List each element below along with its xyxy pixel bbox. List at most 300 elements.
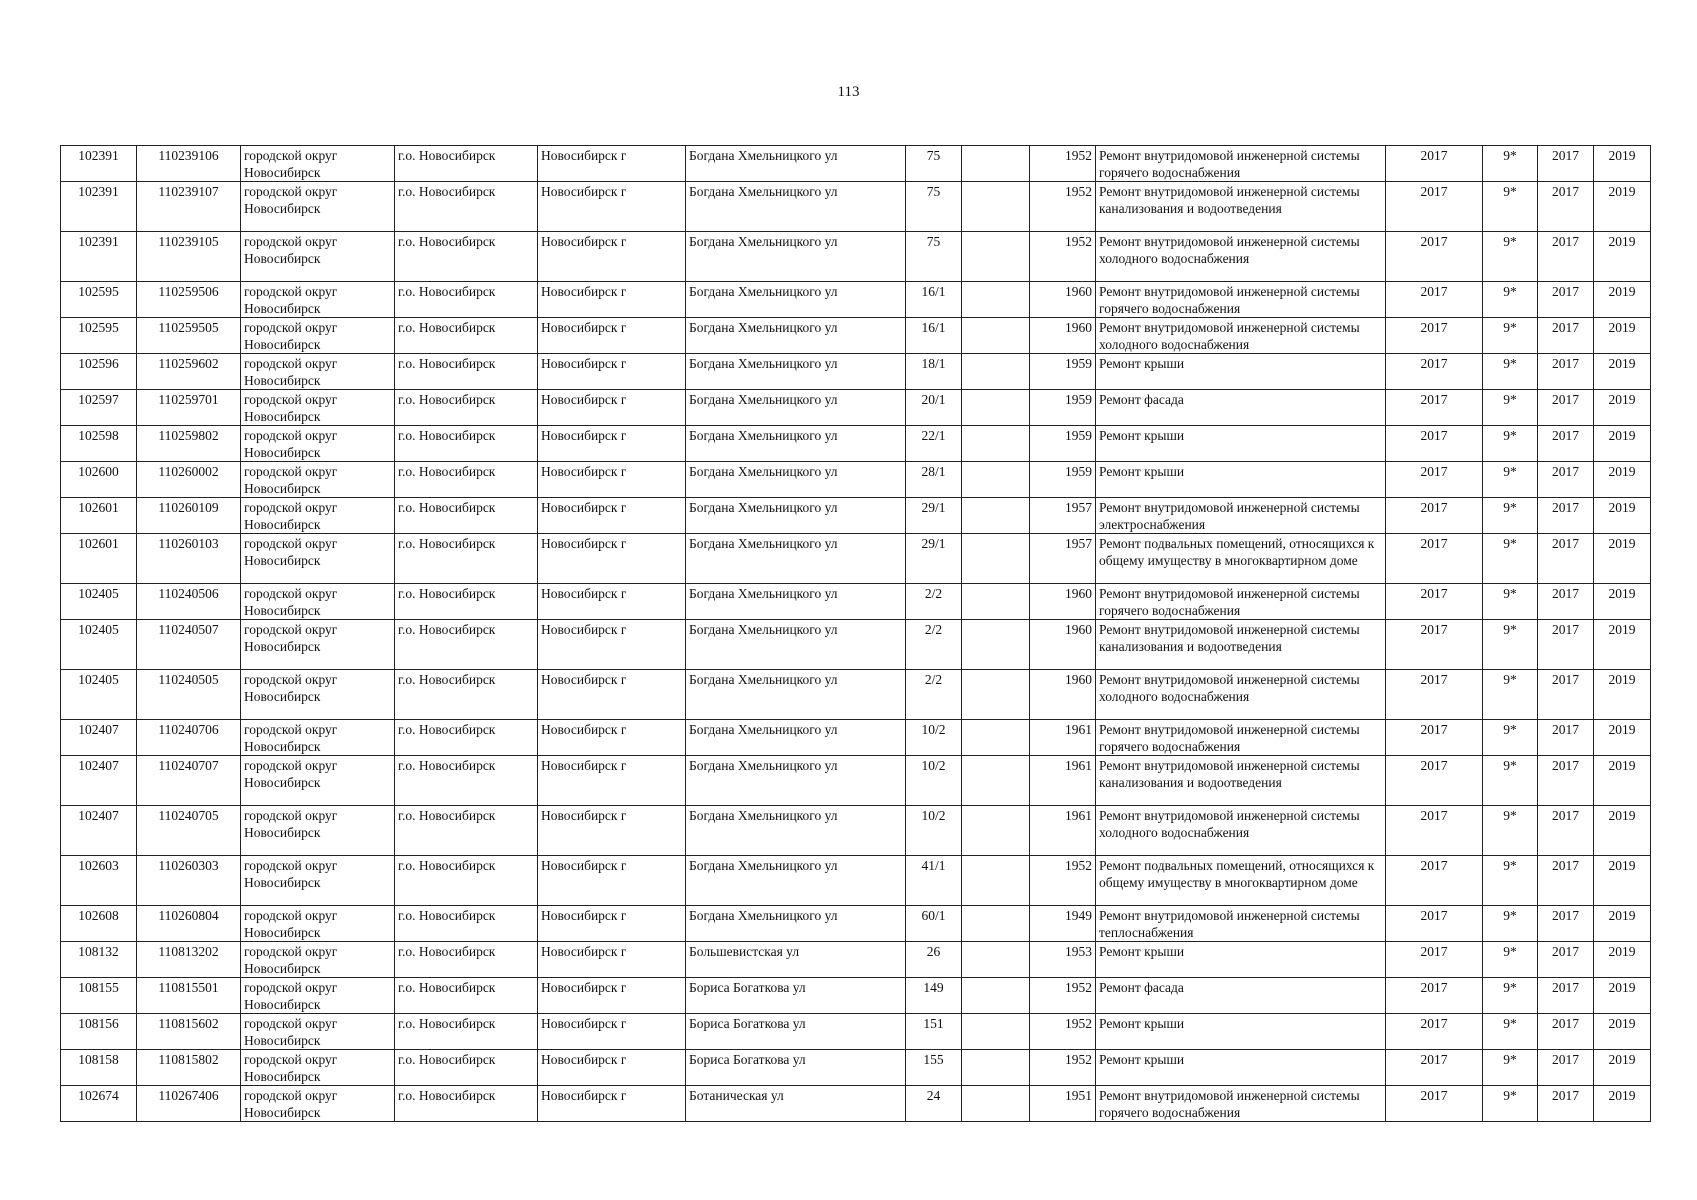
house-id-cell: 102407 xyxy=(61,806,137,856)
building-cell xyxy=(962,534,1030,584)
street-cell: Богдана Хмельницкого ул xyxy=(686,584,906,620)
municipality-cell: городской округ Новосибирск xyxy=(241,354,395,390)
year-built-cell: 1952 xyxy=(1030,978,1096,1014)
start-year-cell: 2017 xyxy=(1538,318,1594,354)
street-cell: Бориса Богаткова ул xyxy=(686,978,906,1014)
municipality-cell: городской округ Новосибирск xyxy=(241,1086,395,1122)
city-cell: Новосибирск г xyxy=(538,978,686,1014)
plan-year-cell: 2017 xyxy=(1386,462,1483,498)
start-year-cell: 2017 xyxy=(1538,720,1594,756)
work-type-cell: Ремонт крыши xyxy=(1096,942,1386,978)
building-cell xyxy=(962,620,1030,670)
year-built-cell: 1959 xyxy=(1030,426,1096,462)
index-cell: 9* xyxy=(1483,806,1538,856)
settlement-cell: г.о. Новосибирск xyxy=(395,670,538,720)
object-id-cell: 110240705 xyxy=(137,806,241,856)
house-number-cell: 75 xyxy=(906,182,962,232)
index-cell: 9* xyxy=(1483,534,1538,584)
plan-year-cell: 2017 xyxy=(1386,1086,1483,1122)
start-year-cell: 2017 xyxy=(1538,978,1594,1014)
house-number-cell: 151 xyxy=(906,1014,962,1050)
end-year-cell: 2019 xyxy=(1594,584,1651,620)
table-row xyxy=(61,906,1651,942)
work-type-cell: Ремонт крыши xyxy=(1096,354,1386,390)
start-year-cell: 2017 xyxy=(1538,1014,1594,1050)
index-cell: 9* xyxy=(1483,1014,1538,1050)
work-type-cell: Ремонт внутридомовой инженерной системы горячего водоснабжения xyxy=(1096,146,1386,182)
settlement-cell: г.о. Новосибирск xyxy=(395,534,538,584)
building-cell xyxy=(962,720,1030,756)
street-cell: Бориса Богаткова ул xyxy=(686,1014,906,1050)
table-row xyxy=(61,942,1651,978)
house-id-cell: 102391 xyxy=(61,182,137,232)
house-number-cell: 2/2 xyxy=(906,620,962,670)
settlement-cell: г.о. Новосибирск xyxy=(395,806,538,856)
work-type-cell: Ремонт внутридомовой инженерной системы канализования и водоотведения xyxy=(1096,756,1386,806)
house-id-cell: 102598 xyxy=(61,426,137,462)
municipality-cell: городской округ Новосибирск xyxy=(241,534,395,584)
object-id-cell: 110815602 xyxy=(137,1014,241,1050)
start-year-cell: 2017 xyxy=(1538,942,1594,978)
settlement-cell: г.о. Новосибирск xyxy=(395,390,538,426)
building-cell xyxy=(962,390,1030,426)
start-year-cell: 2017 xyxy=(1538,232,1594,282)
year-built-cell: 1961 xyxy=(1030,756,1096,806)
house-id-cell: 102674 xyxy=(61,1086,137,1122)
object-id-cell: 110259701 xyxy=(137,390,241,426)
index-cell: 9* xyxy=(1483,232,1538,282)
end-year-cell: 2019 xyxy=(1594,670,1651,720)
work-type-cell: Ремонт внутридомовой инженерной системы горячего водоснабжения xyxy=(1096,1086,1386,1122)
index-cell: 9* xyxy=(1483,182,1538,232)
end-year-cell: 2019 xyxy=(1594,806,1651,856)
object-id-cell: 110240505 xyxy=(137,670,241,720)
street-cell: Богдана Хмельницкого ул xyxy=(686,856,906,906)
year-built-cell: 1961 xyxy=(1030,806,1096,856)
street-cell: Ботаническая ул xyxy=(686,1086,906,1122)
end-year-cell: 2019 xyxy=(1594,906,1651,942)
house-number-cell: 29/1 xyxy=(906,534,962,584)
municipality-cell: городской округ Новосибирск xyxy=(241,390,395,426)
building-cell xyxy=(962,1014,1030,1050)
building-cell xyxy=(962,354,1030,390)
work-type-cell: Ремонт внутридомовой инженерной системы горячего водоснабжения xyxy=(1096,584,1386,620)
work-type-cell: Ремонт крыши xyxy=(1096,1014,1386,1050)
index-cell: 9* xyxy=(1483,620,1538,670)
table-row xyxy=(61,182,1651,232)
plan-year-cell: 2017 xyxy=(1386,756,1483,806)
plan-year-cell: 2017 xyxy=(1386,426,1483,462)
street-cell: Богдана Хмельницкого ул xyxy=(686,232,906,282)
plan-year-cell: 2017 xyxy=(1386,146,1483,182)
city-cell: Новосибирск г xyxy=(538,534,686,584)
object-id-cell: 110239105 xyxy=(137,232,241,282)
object-id-cell: 110239106 xyxy=(137,146,241,182)
plan-year-cell: 2017 xyxy=(1386,1014,1483,1050)
work-type-cell: Ремонт крыши xyxy=(1096,1050,1386,1086)
street-cell: Богдана Хмельницкого ул xyxy=(686,720,906,756)
house-id-cell: 102600 xyxy=(61,462,137,498)
plan-year-cell: 2017 xyxy=(1386,390,1483,426)
house-number-cell: 20/1 xyxy=(906,390,962,426)
object-id-cell: 110240507 xyxy=(137,620,241,670)
index-cell: 9* xyxy=(1483,756,1538,806)
building-cell xyxy=(962,426,1030,462)
house-number-cell: 149 xyxy=(906,978,962,1014)
index-cell: 9* xyxy=(1483,318,1538,354)
building-cell xyxy=(962,806,1030,856)
year-built-cell: 1960 xyxy=(1030,318,1096,354)
building-cell xyxy=(962,584,1030,620)
year-built-cell: 1960 xyxy=(1030,670,1096,720)
start-year-cell: 2017 xyxy=(1538,182,1594,232)
building-cell xyxy=(962,462,1030,498)
city-cell: Новосибирск г xyxy=(538,756,686,806)
index-cell: 9* xyxy=(1483,282,1538,318)
building-cell xyxy=(962,498,1030,534)
street-cell: Богдана Хмельницкого ул xyxy=(686,146,906,182)
house-number-cell: 2/2 xyxy=(906,584,962,620)
work-type-cell: Ремонт внутридомовой инженерной системы канализования и водоотведения xyxy=(1096,620,1386,670)
end-year-cell: 2019 xyxy=(1594,354,1651,390)
city-cell: Новосибирск г xyxy=(538,856,686,906)
building-cell xyxy=(962,756,1030,806)
plan-year-cell: 2017 xyxy=(1386,534,1483,584)
table-row xyxy=(61,978,1651,1014)
house-id-cell: 102596 xyxy=(61,354,137,390)
house-id-cell: 102595 xyxy=(61,318,137,354)
end-year-cell: 2019 xyxy=(1594,856,1651,906)
start-year-cell: 2017 xyxy=(1538,390,1594,426)
start-year-cell: 2017 xyxy=(1538,426,1594,462)
building-cell xyxy=(962,1050,1030,1086)
object-id-cell: 110267406 xyxy=(137,1086,241,1122)
plan-year-cell: 2017 xyxy=(1386,670,1483,720)
work-type-cell: Ремонт внутридомовой инженерной системы горячего водоснабжения xyxy=(1096,720,1386,756)
table-row xyxy=(61,282,1651,318)
table-row xyxy=(61,806,1651,856)
start-year-cell: 2017 xyxy=(1538,146,1594,182)
street-cell: Богдана Хмельницкого ул xyxy=(686,498,906,534)
house-number-cell: 22/1 xyxy=(906,426,962,462)
year-built-cell: 1952 xyxy=(1030,1014,1096,1050)
work-type-cell: Ремонт внутридомовой инженерной системы холодного водоснабжения xyxy=(1096,670,1386,720)
index-cell: 9* xyxy=(1483,426,1538,462)
house-id-cell: 102405 xyxy=(61,620,137,670)
start-year-cell: 2017 xyxy=(1538,534,1594,584)
municipality-cell: городской округ Новосибирск xyxy=(241,426,395,462)
end-year-cell: 2019 xyxy=(1594,232,1651,282)
work-type-cell: Ремонт фасада xyxy=(1096,978,1386,1014)
work-type-cell: Ремонт внутридомовой инженерной системы теплоснабжения xyxy=(1096,906,1386,942)
city-cell: Новосибирск г xyxy=(538,1014,686,1050)
municipality-cell: городской округ Новосибирск xyxy=(241,756,395,806)
settlement-cell: г.о. Новосибирск xyxy=(395,182,538,232)
house-id-cell: 102407 xyxy=(61,720,137,756)
work-type-cell: Ремонт внутридомовой инженерной системы холодного водоснабжения xyxy=(1096,806,1386,856)
start-year-cell: 2017 xyxy=(1538,354,1594,390)
municipality-cell: городской округ Новосибирск xyxy=(241,670,395,720)
settlement-cell: г.о. Новосибирск xyxy=(395,232,538,282)
end-year-cell: 2019 xyxy=(1594,318,1651,354)
object-id-cell: 110259802 xyxy=(137,426,241,462)
street-cell: Богдана Хмельницкого ул xyxy=(686,354,906,390)
settlement-cell: г.о. Новосибирск xyxy=(395,620,538,670)
house-number-cell: 16/1 xyxy=(906,318,962,354)
index-cell: 9* xyxy=(1483,1050,1538,1086)
house-id-cell: 108155 xyxy=(61,978,137,1014)
table-row xyxy=(61,318,1651,354)
street-cell: Богдана Хмельницкого ул xyxy=(686,182,906,232)
end-year-cell: 2019 xyxy=(1594,498,1651,534)
table-row xyxy=(61,670,1651,720)
municipality-cell: городской округ Новосибирск xyxy=(241,1014,395,1050)
plan-year-cell: 2017 xyxy=(1386,806,1483,856)
end-year-cell: 2019 xyxy=(1594,534,1651,584)
registry-table xyxy=(60,145,1651,1122)
municipality-cell: городской округ Новосибирск xyxy=(241,282,395,318)
object-id-cell: 110240707 xyxy=(137,756,241,806)
street-cell: Богдана Хмельницкого ул xyxy=(686,534,906,584)
work-type-cell: Ремонт крыши xyxy=(1096,462,1386,498)
settlement-cell: г.о. Новосибирск xyxy=(395,720,538,756)
street-cell: Бориса Богаткова ул xyxy=(686,1050,906,1086)
table-row xyxy=(61,720,1651,756)
settlement-cell: г.о. Новосибирск xyxy=(395,584,538,620)
object-id-cell: 110815501 xyxy=(137,978,241,1014)
year-built-cell: 1957 xyxy=(1030,534,1096,584)
house-id-cell: 102597 xyxy=(61,390,137,426)
street-cell: Богдана Хмельницкого ул xyxy=(686,318,906,354)
start-year-cell: 2017 xyxy=(1538,620,1594,670)
year-built-cell: 1953 xyxy=(1030,942,1096,978)
city-cell: Новосибирск г xyxy=(538,670,686,720)
table-row xyxy=(61,146,1651,182)
index-cell: 9* xyxy=(1483,856,1538,906)
house-number-cell: 26 xyxy=(906,942,962,978)
city-cell: Новосибирск г xyxy=(538,282,686,318)
plan-year-cell: 2017 xyxy=(1386,942,1483,978)
settlement-cell: г.о. Новосибирск xyxy=(395,426,538,462)
city-cell: Новосибирск г xyxy=(538,426,686,462)
work-type-cell: Ремонт внутридомовой инженерной системы электроснабжения xyxy=(1096,498,1386,534)
plan-year-cell: 2017 xyxy=(1386,232,1483,282)
house-id-cell: 102601 xyxy=(61,534,137,584)
end-year-cell: 2019 xyxy=(1594,1050,1651,1086)
table-row xyxy=(61,426,1651,462)
house-id-cell: 102601 xyxy=(61,498,137,534)
index-cell: 9* xyxy=(1483,720,1538,756)
object-id-cell: 110260303 xyxy=(137,856,241,906)
street-cell: Богдана Хмельницкого ул xyxy=(686,390,906,426)
house-id-cell: 108158 xyxy=(61,1050,137,1086)
house-number-cell: 60/1 xyxy=(906,906,962,942)
start-year-cell: 2017 xyxy=(1538,906,1594,942)
settlement-cell: г.о. Новосибирск xyxy=(395,146,538,182)
settlement-cell: г.о. Новосибирск xyxy=(395,354,538,390)
year-built-cell: 1960 xyxy=(1030,620,1096,670)
year-built-cell: 1951 xyxy=(1030,1086,1096,1122)
table-row xyxy=(61,620,1651,670)
start-year-cell: 2017 xyxy=(1538,670,1594,720)
end-year-cell: 2019 xyxy=(1594,462,1651,498)
settlement-cell: г.о. Новосибирск xyxy=(395,282,538,318)
year-built-cell: 1961 xyxy=(1030,720,1096,756)
municipality-cell: городской округ Новосибирск xyxy=(241,942,395,978)
start-year-cell: 2017 xyxy=(1538,282,1594,318)
end-year-cell: 2019 xyxy=(1594,282,1651,318)
building-cell xyxy=(962,318,1030,354)
house-id-cell: 102603 xyxy=(61,856,137,906)
settlement-cell: г.о. Новосибирск xyxy=(395,1014,538,1050)
municipality-cell: городской округ Новосибирск xyxy=(241,1050,395,1086)
end-year-cell: 2019 xyxy=(1594,1014,1651,1050)
city-cell: Новосибирск г xyxy=(538,620,686,670)
index-cell: 9* xyxy=(1483,498,1538,534)
work-type-cell: Ремонт крыши xyxy=(1096,426,1386,462)
object-id-cell: 110260804 xyxy=(137,906,241,942)
year-built-cell: 1959 xyxy=(1030,390,1096,426)
plan-year-cell: 2017 xyxy=(1386,584,1483,620)
object-id-cell: 110239107 xyxy=(137,182,241,232)
house-number-cell: 29/1 xyxy=(906,498,962,534)
city-cell: Новосибирск г xyxy=(538,806,686,856)
object-id-cell: 110260103 xyxy=(137,534,241,584)
municipality-cell: городской округ Новосибирск xyxy=(241,720,395,756)
house-id-cell: 102405 xyxy=(61,670,137,720)
city-cell: Новосибирск г xyxy=(538,182,686,232)
settlement-cell: г.о. Новосибирск xyxy=(395,1050,538,1086)
street-cell: Богдана Хмельницкого ул xyxy=(686,806,906,856)
building-cell xyxy=(962,942,1030,978)
end-year-cell: 2019 xyxy=(1594,942,1651,978)
city-cell: Новосибирск г xyxy=(538,390,686,426)
index-cell: 9* xyxy=(1483,906,1538,942)
start-year-cell: 2017 xyxy=(1538,756,1594,806)
city-cell: Новосибирск г xyxy=(538,1050,686,1086)
house-id-cell: 102608 xyxy=(61,906,137,942)
table-row xyxy=(61,1014,1651,1050)
building-cell xyxy=(962,1086,1030,1122)
start-year-cell: 2017 xyxy=(1538,462,1594,498)
building-cell xyxy=(962,856,1030,906)
city-cell: Новосибирск г xyxy=(538,584,686,620)
building-cell xyxy=(962,978,1030,1014)
city-cell: Новосибирск г xyxy=(538,906,686,942)
settlement-cell: г.о. Новосибирск xyxy=(395,756,538,806)
house-number-cell: 41/1 xyxy=(906,856,962,906)
city-cell: Новосибирск г xyxy=(538,318,686,354)
house-number-cell: 10/2 xyxy=(906,756,962,806)
work-type-cell: Ремонт подвальных помещений, относящихся к общему имуществу в многоквартирном доме xyxy=(1096,534,1386,584)
object-id-cell: 110259505 xyxy=(137,318,241,354)
building-cell xyxy=(962,670,1030,720)
city-cell: Новосибирск г xyxy=(538,942,686,978)
municipality-cell: городской округ Новосибирск xyxy=(241,182,395,232)
work-type-cell: Ремонт внутридомовой инженерной системы канализования и водоотведения xyxy=(1096,182,1386,232)
building-cell xyxy=(962,906,1030,942)
street-cell: Богдана Хмельницкого ул xyxy=(686,620,906,670)
year-built-cell: 1952 xyxy=(1030,182,1096,232)
settlement-cell: г.о. Новосибирск xyxy=(395,462,538,498)
index-cell: 9* xyxy=(1483,1086,1538,1122)
year-built-cell: 1952 xyxy=(1030,1050,1096,1086)
municipality-cell: городской округ Новосибирск xyxy=(241,318,395,354)
table-row xyxy=(61,534,1651,584)
index-cell: 9* xyxy=(1483,462,1538,498)
object-id-cell: 110815802 xyxy=(137,1050,241,1086)
object-id-cell: 110259506 xyxy=(137,282,241,318)
table-row xyxy=(61,1050,1651,1086)
object-id-cell: 110240506 xyxy=(137,584,241,620)
plan-year-cell: 2017 xyxy=(1386,720,1483,756)
house-id-cell: 102595 xyxy=(61,282,137,318)
end-year-cell: 2019 xyxy=(1594,978,1651,1014)
end-year-cell: 2019 xyxy=(1594,720,1651,756)
end-year-cell: 2019 xyxy=(1594,146,1651,182)
settlement-cell: г.о. Новосибирск xyxy=(395,318,538,354)
municipality-cell: городской округ Новосибирск xyxy=(241,978,395,1014)
building-cell xyxy=(962,232,1030,282)
city-cell: Новосибирск г xyxy=(538,232,686,282)
settlement-cell: г.о. Новосибирск xyxy=(395,906,538,942)
year-built-cell: 1960 xyxy=(1030,584,1096,620)
start-year-cell: 2017 xyxy=(1538,856,1594,906)
plan-year-cell: 2017 xyxy=(1386,978,1483,1014)
house-number-cell: 24 xyxy=(906,1086,962,1122)
end-year-cell: 2019 xyxy=(1594,426,1651,462)
building-cell xyxy=(962,282,1030,318)
table-row xyxy=(61,584,1651,620)
city-cell: Новосибирск г xyxy=(538,498,686,534)
municipality-cell: городской округ Новосибирск xyxy=(241,232,395,282)
table-row xyxy=(61,756,1651,806)
end-year-cell: 2019 xyxy=(1594,756,1651,806)
settlement-cell: г.о. Новосибирск xyxy=(395,1086,538,1122)
house-number-cell: 75 xyxy=(906,146,962,182)
city-cell: Новосибирск г xyxy=(538,146,686,182)
house-id-cell: 102391 xyxy=(61,232,137,282)
start-year-cell: 2017 xyxy=(1538,1050,1594,1086)
building-cell xyxy=(962,146,1030,182)
plan-year-cell: 2017 xyxy=(1386,282,1483,318)
year-built-cell: 1949 xyxy=(1030,906,1096,942)
year-built-cell: 1959 xyxy=(1030,462,1096,498)
registry-rows xyxy=(61,146,1651,1122)
house-id-cell: 102407 xyxy=(61,756,137,806)
settlement-cell: г.о. Новосибирск xyxy=(395,856,538,906)
plan-year-cell: 2017 xyxy=(1386,182,1483,232)
page-number: 113 xyxy=(837,84,860,100)
index-cell: 9* xyxy=(1483,942,1538,978)
house-number-cell: 75 xyxy=(906,232,962,282)
start-year-cell: 2017 xyxy=(1538,806,1594,856)
start-year-cell: 2017 xyxy=(1538,1086,1594,1122)
work-type-cell: Ремонт внутридомовой инженерной системы холодного водоснабжения xyxy=(1096,318,1386,354)
house-number-cell: 18/1 xyxy=(906,354,962,390)
table-row xyxy=(61,856,1651,906)
municipality-cell: городской округ Новосибирск xyxy=(241,620,395,670)
year-built-cell: 1952 xyxy=(1030,146,1096,182)
street-cell: Богдана Хмельницкого ул xyxy=(686,906,906,942)
index-cell: 9* xyxy=(1483,390,1538,426)
house-number-cell: 2/2 xyxy=(906,670,962,720)
plan-year-cell: 2017 xyxy=(1386,856,1483,906)
municipality-cell: городской округ Новосибирск xyxy=(241,462,395,498)
house-number-cell: 10/2 xyxy=(906,806,962,856)
municipality-cell: городской округ Новосибирск xyxy=(241,906,395,942)
index-cell: 9* xyxy=(1483,354,1538,390)
